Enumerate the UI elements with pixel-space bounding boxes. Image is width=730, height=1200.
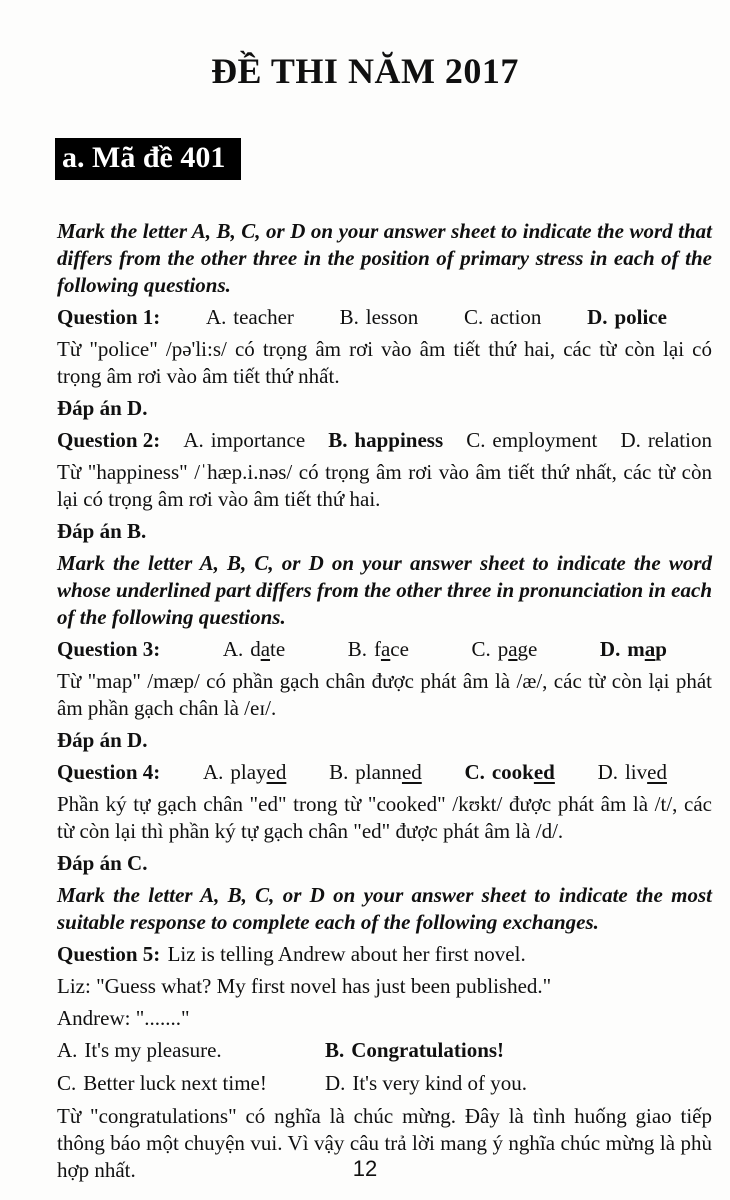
question-4-option-c [465, 759, 555, 786]
option-key: B. [325, 1038, 345, 1062]
question-2-row [57, 427, 712, 454]
question-1-option-d [587, 304, 667, 331]
question-1-option-b [340, 304, 419, 331]
option-text: map [627, 637, 667, 661]
question-5-row [57, 941, 712, 968]
question-2-option-c [466, 427, 597, 454]
instruction-pronunciation: Mark the letter A, B, C, or D on your answer sheet to indicate the word whose underlined part differs from the other three in pronunciation in each of the following questions. [57, 551, 712, 629]
question-3-label: Question 3: [57, 637, 161, 661]
question-2-option-a [183, 427, 305, 454]
question-4-option-a [203, 759, 286, 786]
option-text: date [250, 637, 286, 661]
option-key: C. [471, 637, 491, 661]
option-key: C. [466, 428, 486, 452]
option-text: police [614, 305, 667, 329]
question-3-option-b [348, 636, 409, 663]
page-content [0, 180, 730, 1184]
page-number: 12 [352, 1156, 378, 1181]
question-3-option-c [472, 636, 538, 663]
question-5-option-d [325, 1070, 527, 1097]
question-5-dialogue-andrew: Andrew: "......." [57, 1006, 190, 1030]
instruction-exchange: Mark the letter A, B, C, or D on your answer sheet to indicate the most suitable response to complete each of the following exchanges. [57, 883, 712, 934]
underlined-part: a [508, 637, 518, 661]
question-4-row [57, 759, 712, 786]
question-5-stem: Liz is telling Andrew about her first novel. [167, 942, 526, 966]
question-1-row [57, 304, 712, 331]
option-text: happiness [354, 428, 444, 452]
option-key: C. [464, 760, 485, 784]
option-text: Congratulations! [351, 1038, 505, 1062]
option-key: B. [339, 305, 359, 329]
question-1-answer: Đáp án D. [57, 396, 148, 420]
option-key: D. [325, 1071, 346, 1095]
question-5-option-b [325, 1037, 504, 1064]
option-key: D. [597, 760, 619, 784]
underlined-part: a [260, 637, 271, 661]
question-5-explanation: Từ "congratulations" có nghĩa là chúc mừng. Đây là tình huống giao tiếp thông báo một chuyện vui. Vì vậy câu trả lời mang ý nghĩa chúc mừng là phù hợp nhất. [57, 1104, 712, 1182]
option-key: D. [620, 428, 641, 452]
underlined-part: a [380, 637, 391, 661]
question-1-option-c [464, 304, 542, 331]
option-text: cooked [491, 760, 555, 784]
question-3-row [57, 636, 712, 663]
option-text: teacher [233, 305, 294, 329]
underlined-part: ed [533, 760, 555, 784]
question-3-explanation: Từ "map" /mæp/ có phần gạch chân được phát âm là /æ/, các từ còn lại phát âm phần gạch chân là /eɪ/. [57, 669, 712, 720]
question-5-label: Question 5: [57, 942, 161, 966]
option-key: B. [328, 428, 348, 452]
option-text: It's very kind of you. [352, 1071, 528, 1095]
option-key: A. [205, 305, 227, 329]
question-1-label: Question 1: [57, 305, 161, 329]
option-key: A. [222, 637, 244, 661]
option-key: B. [347, 637, 368, 661]
exam-code-badge: a. Mã đề 401 [55, 138, 241, 180]
option-text: action [490, 305, 542, 329]
page-title: ĐỀ THI NĂM 2017 [211, 51, 519, 91]
question-4-explanation: Phần ký tự gạch chân "ed" trong từ "cooked" /kʊkt/ được phát âm là /t/, các từ còn lại thì phần ký tự gạch chân "ed" được phát âm là /d/. [57, 792, 712, 843]
option-text: Better luck next time! [83, 1071, 267, 1095]
question-2-label: Question 2: [57, 428, 161, 452]
option-text: It's my pleasure. [84, 1038, 222, 1062]
question-2-explanation: Từ "happiness" /ˈhæp.i.nəs/ có trọng âm rơi vào âm tiết thứ nhất, các từ còn lại có trọng âm rơi vào âm tiết thứ hai. [57, 460, 712, 511]
question-3-option-a [223, 636, 285, 663]
question-4-option-b [329, 759, 422, 786]
option-text: planned [355, 760, 422, 784]
option-text: page [497, 637, 538, 661]
option-key: D. [587, 305, 608, 329]
question-1-explanation: Từ "police" /pə'li:s/ có trọng âm rơi vào âm tiết thứ hai, các từ còn lại có trọng âm rơi vào âm tiết thứ nhất. [57, 337, 712, 388]
option-text: face [373, 637, 409, 661]
question-3-answer: Đáp án D. [57, 728, 148, 752]
option-text: relation [647, 428, 712, 452]
question-5-option-c [57, 1070, 325, 1097]
underlined-part: a [644, 637, 656, 661]
question-3-option-d [600, 636, 667, 663]
underlined-part: ed [401, 760, 422, 784]
question-2-option-b [328, 427, 443, 454]
underlined-part: ed [647, 760, 667, 784]
section-badge-row [0, 92, 730, 180]
option-key: B. [329, 760, 349, 784]
option-key: A. [183, 428, 204, 452]
option-text: lesson [365, 305, 419, 329]
question-4-answer: Đáp án C. [57, 851, 148, 875]
option-key: C. [57, 1071, 77, 1095]
option-key: A. [57, 1038, 78, 1062]
question-4-option-d [598, 759, 667, 786]
option-text: importance [210, 428, 306, 452]
question-1-option-a [206, 304, 294, 331]
question-5-options-row-2 [57, 1070, 712, 1097]
option-text: employment [492, 428, 598, 452]
question-4-label: Question 4: [57, 760, 161, 784]
instruction-stress: Mark the letter A, B, C, or D on your answer sheet to indicate the word that differs from the other three in the position of primary stress in each of the following questions. [57, 219, 712, 297]
question-5-dialogue-liz: Liz: "Guess what? My first novel has just been published." [57, 974, 552, 998]
option-text: played [230, 760, 287, 784]
option-key: D. [599, 637, 621, 661]
underlined-part: ed [266, 760, 287, 784]
option-text: lived [624, 760, 667, 784]
question-5-option-a [57, 1037, 325, 1064]
question-2-option-d [620, 427, 711, 454]
question-5-options-row-1 [57, 1037, 712, 1064]
option-key: C. [463, 305, 484, 329]
option-key: A. [203, 760, 224, 784]
question-2-answer: Đáp án B. [57, 519, 147, 543]
